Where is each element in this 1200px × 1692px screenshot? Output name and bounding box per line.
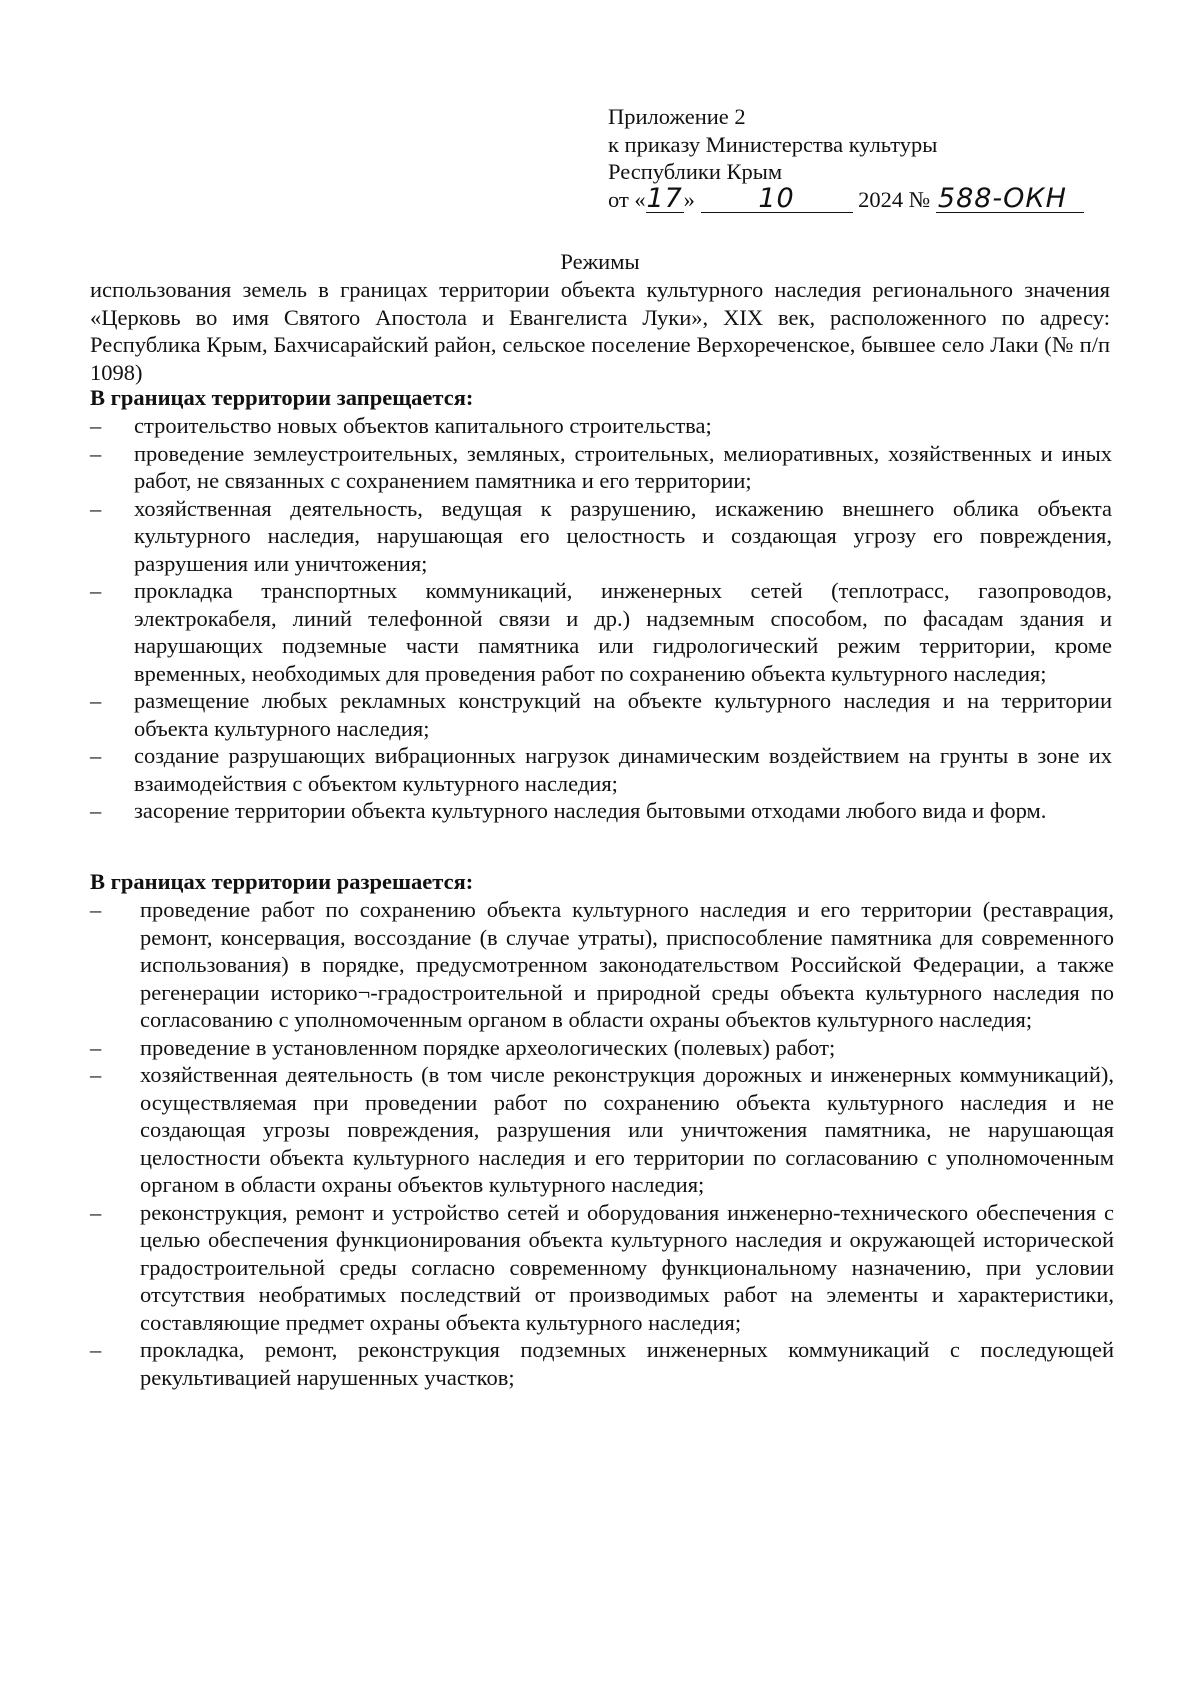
list-dash: –: [90, 798, 102, 823]
order-number: [936, 182, 1084, 214]
list-dash: –: [90, 578, 102, 603]
prohibited-item-text: создание разрушающих вибрационных нагрузок динамическим воздействием на грунты в зоне их взаимодействия с объектом культурного наследия;: [134, 743, 1112, 796]
allowed-item-text: хозяйственная деятельность (в том числе реконструкция дорожных и инженерных коммуникаций), осуществляемая при проведении работ по сохранению объекта культурного наследия и не создающая угрозы повреждения, разрушения или уничтожения памятника, не нарушающая целостности объекта культурного наследия и его территории по согласованию с уполномоченным органом в области охраны объектов культурного наследия;: [140, 1062, 1114, 1197]
prohibited-list: [90, 412, 1112, 825]
document-subtitle: использования земель в границах территории объекта культурного наследия регионального значения «Церковь во имя Святого Апостола и Евангелиста Луки», XIX век, расположенного по адресу: Республика Крым, Бахчисарайский район, сельское поселение Верхореченское, бывшее село Лаки (№ п/п 1098): [90, 277, 1110, 385]
list-dash: –: [90, 440, 102, 466]
order-date-line: [608, 182, 1128, 214]
order-day-handwritten: 17: [646, 182, 683, 214]
allowed-item-text: прокладка, ремонт, реконструкция подземных инженерных коммуникаций с последующей рекультивацией нарушенных участков;: [140, 1337, 1114, 1390]
appendix-header: [608, 103, 1128, 213]
allowed-item-text: проведение работ по сохранению объекта культурного наследия и его территории (реставрация, ремонт, консервация, воссоздание (в случае утраты), приспособление памятника для современного использования) в порядке, предусмотренном законодательством Российской Федерации, а также регенерации историко¬-градостроительной и природной среды объекта культурного наследия по согласованию с уполномоченным органом в области охраны объектов культурного наследия;: [140, 897, 1114, 1032]
prohibited-item: [90, 495, 1112, 578]
allowed-list: [90, 896, 1114, 1391]
prohibited-item: [90, 412, 1112, 440]
allowed-item: [90, 1034, 1114, 1062]
republic-line: Республики Крым: [608, 159, 783, 184]
allowed-item: [90, 1199, 1114, 1337]
list-dash: –: [90, 413, 102, 438]
list-dash: –: [90, 1199, 102, 1225]
allowed-heading: В границах территории разрешается:: [90, 869, 474, 894]
allowed-item-text: проведение в установленном порядке археологических (полевых) работ;: [140, 1034, 836, 1060]
prohibited-item-text: засорение территории объекта культурного наследия бытовыми отходами любого вида и форм.: [134, 798, 1047, 823]
prohibited-item-text: прокладка транспортных коммуникаций, инженерных сетей (теплотрасс, газопроводов, электрокабеля, линий телефонной связи и др.) надземным способом, по фасадам здания и нарушающих подземные части памятника или гидрологический режим территории, кроме временных, необходимых для проведения работ по сохранению объекта культурного наследия;: [134, 578, 1112, 686]
document-title: Режимы: [560, 249, 640, 274]
date-mid: »: [683, 186, 695, 212]
prohibited-item: [90, 687, 1112, 742]
allowed-item: [90, 1336, 1114, 1391]
prohibited-item-text: проведение землеустроительных, земляных, строительных, мелиоративных, хозяйственных и иных работ, не связанных с сохранением памятника и его территории;: [134, 440, 1112, 493]
list-dash: –: [90, 495, 102, 521]
allowed-item: [90, 896, 1114, 1034]
prohibited-item-text: размещение любых рекламных конструкций на объекте культурного наследия и на территории объекта культурного наследия;: [134, 688, 1112, 741]
list-dash: –: [90, 688, 102, 713]
prohibited-item: [90, 797, 1112, 825]
allowed-item-text: реконструкция, ремонт и устройство сетей и оборудования инженерно-технического обеспечения с целью обеспечения функционирования объекта культурного наследия и окружающей исторической градостроительной среды согласно современному функциональному назначению, при условии отсутствия необратимых последствий от производимых работ на элементы и характеристики, составляющие предмет охраны объекта культурного наследия;: [140, 1199, 1114, 1335]
prohibited-item: [90, 742, 1112, 797]
date-prefix: от «: [608, 186, 646, 212]
order-year-label: 2024 №: [858, 186, 931, 212]
order-reference: к приказу Министерства культуры: [608, 131, 938, 157]
prohibited-heading: В границах территории запрещается:: [90, 385, 474, 410]
list-dash: –: [90, 1337, 102, 1362]
prohibited-item-text: хозяйственная деятельность, ведущая к разрушению, искажению внешнего облика объекта культурного наследия, нарушающая его целостность и создающая угрозу его повреждения, разрушения или уничтожения;: [134, 495, 1112, 576]
prohibited-item: [90, 440, 1112, 495]
order-day: [646, 182, 684, 214]
order-number-handwritten: 588-ОКН: [937, 182, 1067, 214]
list-dash: –: [90, 1062, 102, 1087]
list-dash: –: [90, 743, 102, 768]
prohibited-item-text: строительство новых объектов капитального строительства;: [134, 413, 712, 438]
list-dash: –: [90, 1034, 102, 1060]
appendix-label: Приложение 2: [608, 104, 746, 129]
order-month-handwritten: 10: [758, 182, 795, 214]
list-dash: –: [90, 897, 102, 922]
prohibited-item: [90, 577, 1112, 687]
order-month: [701, 182, 853, 214]
allowed-item: [90, 1061, 1114, 1199]
